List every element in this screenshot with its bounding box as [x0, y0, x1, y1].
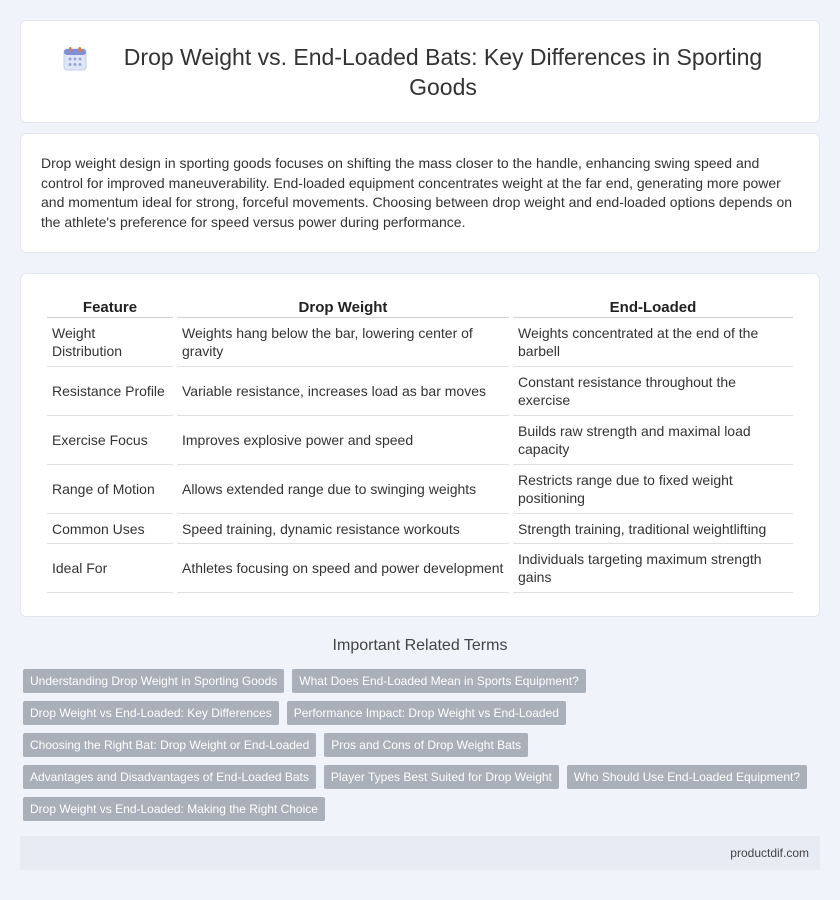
- row-feature: Range of Motion: [47, 465, 173, 514]
- related-term-link[interactable]: Understanding Drop Weight in Sporting Goods: [23, 669, 284, 693]
- related-term-link[interactable]: Drop Weight vs End-Loaded: Making the Right Choice: [23, 797, 325, 821]
- row-end-loaded: Builds raw strength and maximal load capacity: [513, 416, 793, 465]
- table-row: [47, 416, 793, 465]
- related-term-link[interactable]: Pros and Cons of Drop Weight Bats: [324, 733, 528, 757]
- comparison-table: [43, 296, 797, 593]
- related-term-link[interactable]: Advantages and Disadvantages of End-Loaded Bats: [23, 765, 316, 789]
- row-end-loaded: Weights concentrated at the end of the barbell: [513, 318, 793, 367]
- row-end-loaded: Strength training, traditional weightlifting: [513, 514, 793, 544]
- table-row: [47, 514, 793, 544]
- header-card: [20, 20, 820, 123]
- row-drop-weight: Improves explosive power and speed: [177, 416, 509, 465]
- related-term-link[interactable]: Performance Impact: Drop Weight vs End-Loaded: [287, 701, 566, 725]
- related-term-link[interactable]: Choosing the Right Bat: Drop Weight or End-Loaded: [23, 733, 316, 757]
- table-row: [47, 544, 793, 593]
- footer: [20, 836, 820, 870]
- related-term-link[interactable]: Who Should Use End-Loaded Equipment?: [567, 765, 807, 789]
- row-feature: Resistance Profile: [47, 367, 173, 416]
- row-feature: Common Uses: [47, 514, 173, 544]
- row-end-loaded: Individuals targeting maximum strength gains: [513, 544, 793, 593]
- header-feature: Feature: [47, 296, 173, 318]
- row-drop-weight: Athletes focusing on speed and power development: [177, 544, 509, 593]
- row-drop-weight: Allows extended range due to swinging weights: [177, 465, 509, 514]
- comparison-table-card: [20, 273, 820, 617]
- intro-card: [20, 133, 820, 253]
- row-end-loaded: Restricts range due to fixed weight positioning: [513, 465, 793, 514]
- table-row: [47, 465, 793, 514]
- related-terms-title: Important Related Terms: [332, 637, 508, 654]
- row-drop-weight: Speed training, dynamic resistance workouts: [177, 514, 509, 544]
- related-term-link[interactable]: Drop Weight vs End-Loaded: Key Differences: [23, 701, 279, 725]
- table-header-row: [47, 296, 793, 318]
- row-feature: Ideal For: [47, 544, 173, 593]
- row-drop-weight: Variable resistance, increases load as bar moves: [177, 367, 509, 416]
- footer-site-name: productdif.com: [730, 846, 809, 860]
- table-row: [47, 318, 793, 367]
- calendar-icon: [61, 45, 89, 73]
- row-feature: Weight Distribution: [47, 318, 173, 367]
- related-term-link[interactable]: What Does End-Loaded Mean in Sports Equipment?: [292, 669, 586, 693]
- related-terms-list: [23, 669, 813, 821]
- table-row: [47, 367, 793, 416]
- row-end-loaded: Constant resistance throughout the exercise: [513, 367, 793, 416]
- header-end-loaded: End-Loaded: [513, 296, 793, 318]
- related-term-link[interactable]: Player Types Best Suited for Drop Weight: [324, 765, 559, 789]
- row-feature: Exercise Focus: [47, 416, 173, 465]
- row-drop-weight: Weights hang below the bar, lowering center of gravity: [177, 318, 509, 367]
- header-drop-weight: Drop Weight: [177, 296, 509, 318]
- page-title: Drop Weight vs. End-Loaded Bats: Key Differences in Sporting Goods: [123, 43, 763, 100]
- intro-paragraph: Drop weight design in sporting goods focuses on shifting the mass closer to the handle, enhancing swing speed and control for improved maneuverability. End-loaded equipment concentrates weight at the far end, generating more power and momentum ideal for strong, forceful movements. Choosing between drop weight and end-loaded options depends on the athlete's preference for speed versus power during performance.: [41, 155, 793, 230]
